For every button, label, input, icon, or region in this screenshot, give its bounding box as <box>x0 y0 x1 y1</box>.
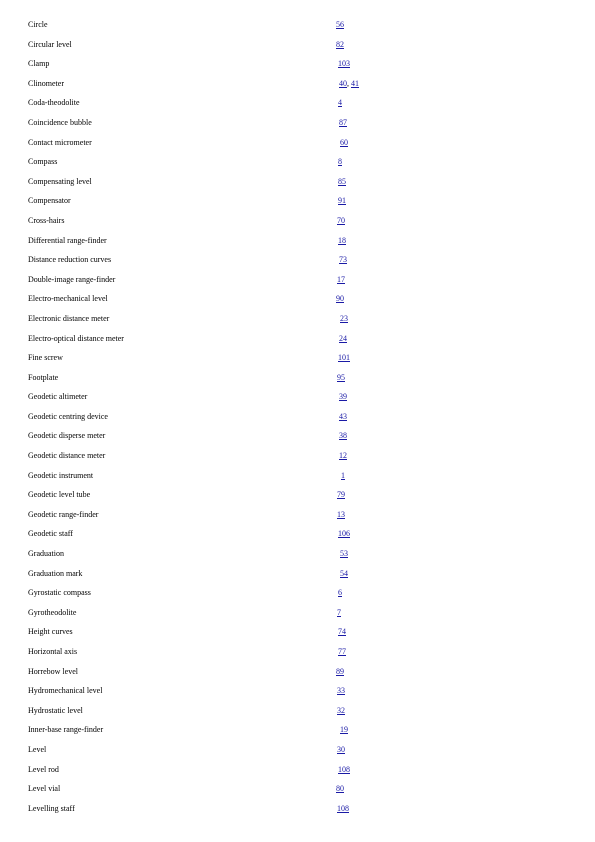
index-term: Clinometer <box>28 78 64 88</box>
index-entry <box>0 486 595 506</box>
index-page-numbers <box>341 471 345 481</box>
index-entry <box>0 36 595 56</box>
index-term: Level <box>28 744 47 754</box>
index-entry <box>0 623 595 643</box>
index-term: Footplate <box>28 372 59 382</box>
index-term: Geodetic centring device <box>28 411 108 421</box>
page-link[interactable]: 101 <box>338 353 350 363</box>
index-term: Contact micrometer <box>28 137 92 147</box>
index-entry <box>0 408 595 428</box>
index-entry <box>0 663 595 683</box>
index-page-numbers <box>337 490 345 500</box>
page-link[interactable]: 80 <box>336 784 344 794</box>
index-entry <box>0 330 595 350</box>
index-entry <box>0 134 595 154</box>
index-term: Electro-mechanical level <box>28 294 108 304</box>
page-link[interactable]: 60 <box>340 137 348 147</box>
page-link[interactable]: 39 <box>339 392 347 402</box>
page-link[interactable]: 18 <box>338 235 346 245</box>
page-link[interactable]: 17 <box>337 274 345 284</box>
index-page-numbers <box>339 255 347 265</box>
page-link[interactable]: 33 <box>337 686 345 696</box>
index-term: Differential range-finder <box>28 235 107 245</box>
index-entry <box>0 604 595 624</box>
index-term: Coincidence bubble <box>28 117 92 127</box>
index-entry <box>0 702 595 722</box>
index-entry <box>0 94 595 114</box>
index-page-numbers <box>340 138 348 148</box>
index-page-numbers <box>338 236 346 246</box>
page-link[interactable]: 70 <box>337 215 345 225</box>
index-entry <box>0 192 595 212</box>
index-term: Circular level <box>28 39 72 49</box>
index-term: Compensator <box>28 196 71 206</box>
index-term: Graduation mark <box>28 568 83 578</box>
index-entry <box>0 55 595 75</box>
index-entry <box>0 565 595 585</box>
index-page-numbers <box>337 608 341 618</box>
page-link[interactable]: 89 <box>336 666 344 676</box>
index-term: Horrebow level <box>28 666 78 676</box>
index-term: Graduation <box>28 549 64 559</box>
page-link[interactable]: 108 <box>338 764 350 774</box>
index-term: Fine screw <box>28 353 63 363</box>
page-link[interactable]: 54 <box>340 568 348 578</box>
index-term: Distance reduction curves <box>28 255 112 265</box>
index-entry <box>0 232 595 252</box>
index-entry <box>0 212 595 232</box>
page-link[interactable]: 91 <box>338 196 346 206</box>
index-entry <box>0 75 595 95</box>
index-entry <box>0 682 595 702</box>
index-term: Level vial <box>28 784 61 794</box>
page-link[interactable]: 30 <box>337 744 345 754</box>
index-page-numbers <box>339 451 347 461</box>
index-page-numbers <box>340 725 348 735</box>
index-term: Geodetic disperse meter <box>28 431 106 441</box>
index-entry <box>0 388 595 408</box>
index-entry <box>0 114 595 134</box>
page-link[interactable]: 90 <box>336 294 344 304</box>
index-term: Circle <box>28 20 48 29</box>
index-page-numbers <box>338 588 342 598</box>
page-link[interactable]: 32 <box>337 705 345 715</box>
page-link[interactable]: 87 <box>339 117 347 127</box>
page-link[interactable]: 1 <box>341 470 345 480</box>
page-link[interactable]: 8 <box>338 157 342 167</box>
index-term: Double-image range-finder <box>28 274 116 284</box>
index-term: Geodetic level tube <box>28 490 91 500</box>
index-term: Geodetic range-finder <box>28 509 99 519</box>
index-term: Height curves <box>28 627 73 637</box>
index-page-numbers <box>336 784 344 794</box>
index-entry <box>0 369 595 389</box>
index-term: Gyrostatic compass <box>28 588 91 598</box>
index-entry <box>0 173 595 193</box>
index-term: Levelling staff <box>28 803 75 813</box>
page-link[interactable]: 82 <box>336 39 344 49</box>
index-page-numbers <box>339 118 347 128</box>
page-link[interactable]: 23 <box>340 313 348 323</box>
index-page-numbers <box>338 529 350 539</box>
page-link[interactable]: 103 <box>338 59 350 69</box>
page-link[interactable]: 77 <box>338 647 346 656</box>
index-entry <box>0 310 595 330</box>
page-link[interactable]: 53 <box>340 549 348 559</box>
index-page-numbers <box>337 373 345 383</box>
page-link[interactable]: 43 <box>339 411 347 421</box>
index-term: Clamp <box>28 59 50 69</box>
index-entry <box>0 271 595 291</box>
index-page-numbers <box>338 353 350 363</box>
index-term: Hydromechanical level <box>28 686 103 696</box>
page-link[interactable]: 73 <box>339 255 347 265</box>
index-page-numbers <box>339 334 347 344</box>
page-link[interactable]: 85 <box>338 176 346 186</box>
page-link[interactable]: 6 <box>338 588 342 598</box>
index-entry <box>0 349 595 369</box>
index-page-numbers <box>337 706 345 716</box>
page-separator: , <box>347 78 351 88</box>
index-term: Electronic distance meter <box>28 313 110 323</box>
page-link[interactable]: 38 <box>339 431 347 441</box>
index-entry <box>0 467 595 487</box>
index-page-numbers <box>337 686 345 696</box>
index-page-numbers <box>337 510 345 520</box>
index-entry <box>0 16 595 36</box>
index-page-numbers <box>338 765 350 775</box>
index-entry <box>0 643 595 663</box>
index-page-numbers <box>338 647 346 657</box>
index-term: Gyrotheodolite <box>28 607 77 617</box>
page-link[interactable]: 106 <box>338 529 350 539</box>
index-page-numbers <box>338 157 342 167</box>
index-entry <box>0 427 595 447</box>
index-entry <box>0 741 595 761</box>
index-term: Geodetic staff <box>28 529 73 539</box>
index-list <box>0 16 595 819</box>
index-term: Electro-optical distance meter <box>28 333 124 343</box>
index-page-numbers <box>338 59 350 69</box>
page-link[interactable]: 13 <box>337 509 345 519</box>
page-link[interactable]: 4 <box>338 98 342 108</box>
index-entry <box>0 290 595 310</box>
page-link[interactable]: 12 <box>339 451 347 461</box>
index-page-numbers <box>336 20 344 30</box>
index-page-numbers <box>336 667 344 677</box>
page-link[interactable]: 56 <box>336 20 344 29</box>
index-term: Compass <box>28 157 58 167</box>
index-page-numbers <box>339 392 347 402</box>
page-link[interactable]: 40 <box>339 78 347 88</box>
index-entry <box>0 251 595 271</box>
index-page-numbers <box>338 627 346 637</box>
index-entry <box>0 584 595 604</box>
index-term: Compensating level <box>28 176 92 186</box>
index-term: Geodetic altimeter <box>28 392 88 402</box>
index-entry <box>0 800 595 820</box>
index-page-numbers <box>340 569 348 579</box>
index-term: Geodetic distance meter <box>28 451 106 461</box>
index-page-numbers <box>340 549 348 559</box>
index-term: Horizontal axis <box>28 647 78 656</box>
index-term: Coda-theodolite <box>28 98 80 108</box>
index-page-numbers <box>337 275 345 285</box>
index-page-numbers <box>337 804 349 814</box>
index-entry <box>0 545 595 565</box>
index-page-numbers <box>337 216 345 226</box>
index-entry <box>0 525 595 545</box>
index-entry <box>0 721 595 741</box>
index-entry <box>0 761 595 781</box>
index-entry <box>0 447 595 467</box>
index-term: Cross-hairs <box>28 215 65 225</box>
index-term: Hydrostatic level <box>28 705 83 715</box>
page-link[interactable]: 19 <box>340 725 348 735</box>
index-page-numbers <box>339 412 347 422</box>
index-page-numbers <box>339 431 347 441</box>
index-page-numbers <box>340 314 348 324</box>
page-link[interactable]: 7 <box>337 607 341 617</box>
page-link[interactable]: 24 <box>339 333 347 343</box>
index-page-numbers <box>336 40 344 50</box>
index-page-numbers <box>338 177 346 187</box>
index-term: Geodetic instrument <box>28 470 94 480</box>
index-entry <box>0 506 595 526</box>
index-page-numbers <box>336 294 344 304</box>
index-entry <box>0 153 595 173</box>
index-term: Level rod <box>28 764 59 774</box>
index-page-numbers <box>338 196 346 206</box>
index-page-numbers <box>338 98 342 108</box>
page-link[interactable]: 79 <box>337 490 345 500</box>
index-entry <box>0 780 595 800</box>
page-link[interactable]: 95 <box>337 372 345 382</box>
page-link[interactable]: 74 <box>338 627 346 637</box>
page-link[interactable]: 41 <box>351 78 359 88</box>
index-page-numbers <box>339 79 359 89</box>
index-page-numbers <box>337 745 345 755</box>
page-link[interactable]: 108 <box>337 803 349 813</box>
index-term: Inner-base range-finder <box>28 725 104 735</box>
